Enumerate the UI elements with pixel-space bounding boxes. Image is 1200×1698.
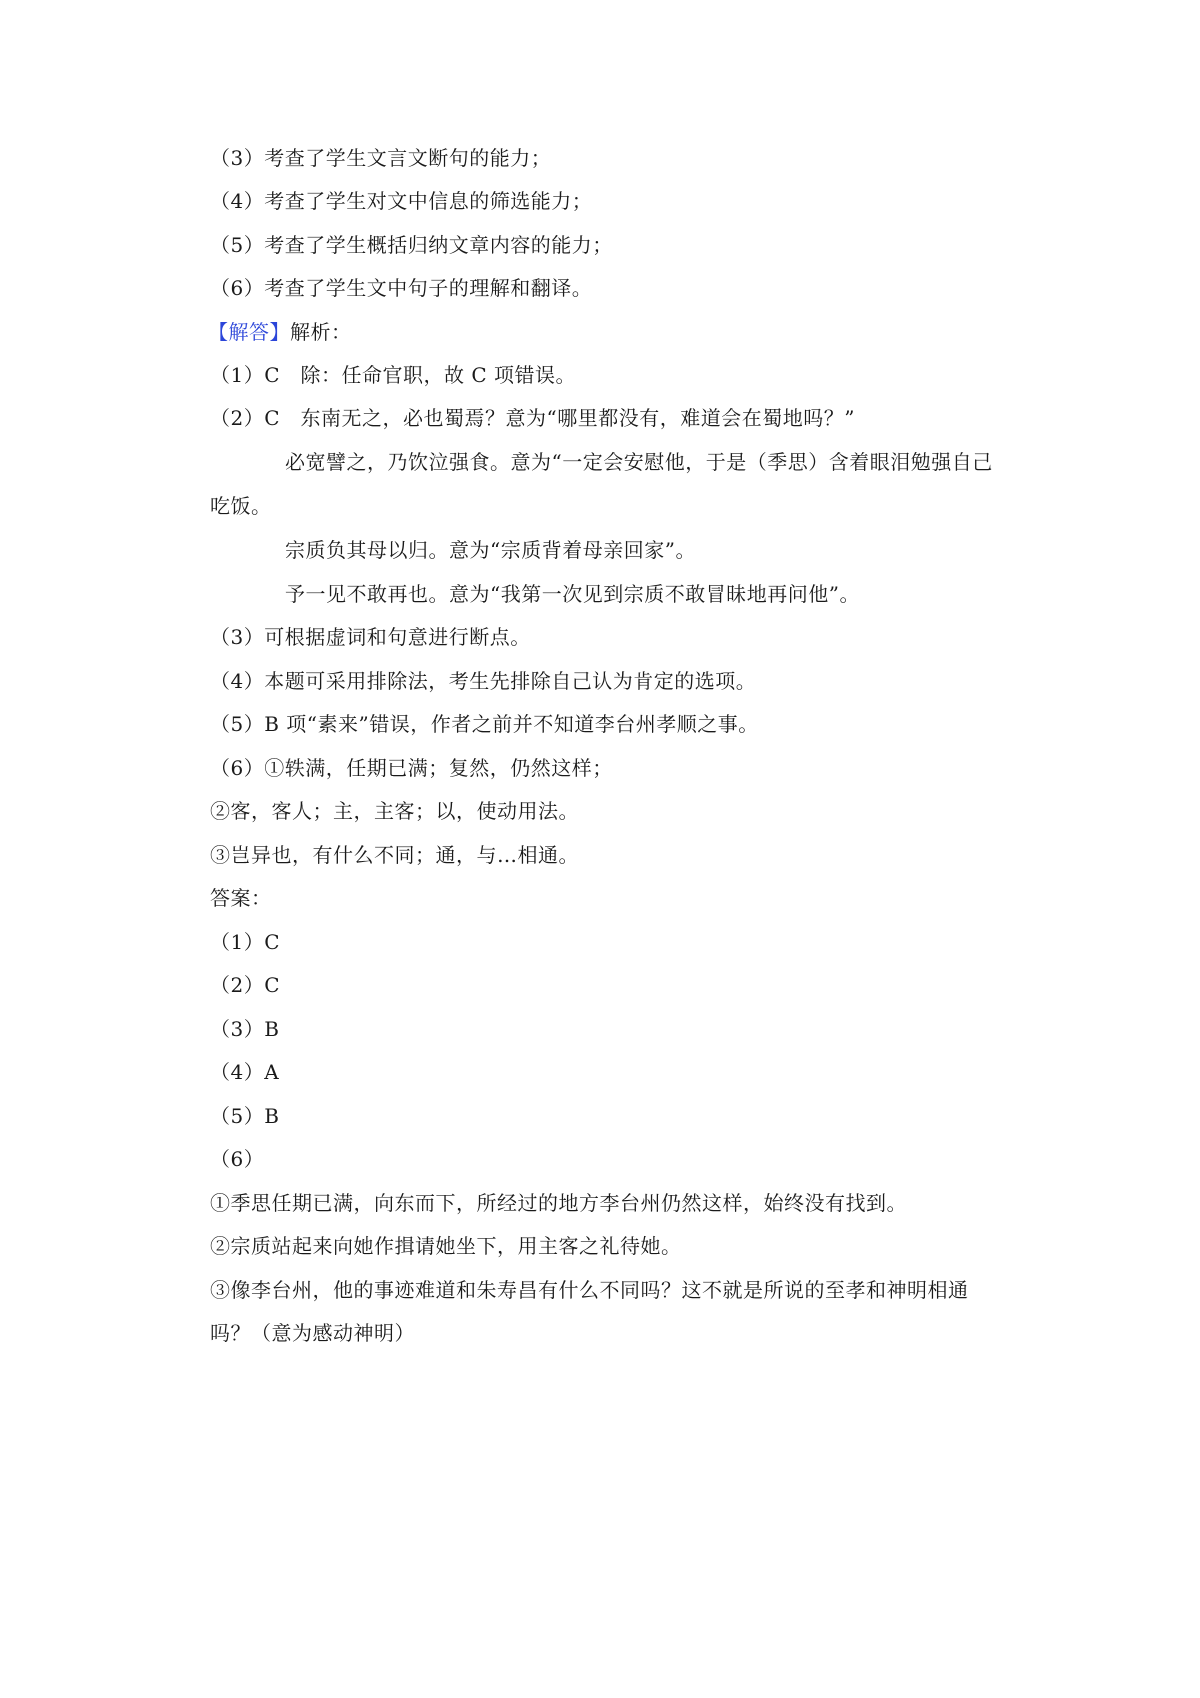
answer-1: （1）C bbox=[210, 930, 281, 954]
translation-3: ③像李台州，他的事迹难道和朱寿昌有什么不同吗？这不就是所说的至孝和神明相通 bbox=[210, 1278, 969, 1302]
translation-3-cont: 吗？（意为感动神明） bbox=[210, 1321, 415, 1345]
translation-2: ②宗质站起来向她作揖请她坐下，用主客之礼待她。 bbox=[210, 1234, 682, 1258]
analysis-point-4: （4）考查了学生对文中信息的筛选能力； bbox=[210, 189, 593, 213]
solution-line-2-detail-2: 宗质负其母以归。意为“宗质背着母亲回家”。 bbox=[285, 538, 696, 562]
solution-line-5: （5）B 项“素来”错误，作者之前并不知道李台州孝顺之事。 bbox=[210, 712, 759, 736]
analysis-point-3: （3）考查了学生文言文断句的能力； bbox=[210, 146, 552, 170]
solution-tag: 【解答】 bbox=[208, 320, 290, 344]
translation-1: ①季思任期已满，向东而下，所经过的地方李台州仍然这样，始终没有找到。 bbox=[210, 1191, 907, 1215]
solution-line-2-detail-1-cont: 吃饭。 bbox=[210, 494, 272, 518]
analysis-point-6: （6）考查了学生文中句子的理解和翻译。 bbox=[210, 276, 593, 300]
analysis-point-5: （5）考查了学生概括归纳文章内容的能力； bbox=[210, 233, 613, 257]
answer-4: （4）A bbox=[210, 1060, 280, 1084]
solution-line-6-part-3: ③岂异也，有什么不同；通，与…相通。 bbox=[210, 843, 579, 867]
solution-line-2-detail-3: 予一见不敢再也。意为“我第一次见到宗质不敢冒昧地再问他”。 bbox=[285, 582, 860, 606]
answer-5: （5）B bbox=[210, 1104, 280, 1128]
solution-line-4: （4）本题可采用排除法，考生先排除自己认为肯定的选项。 bbox=[210, 669, 757, 693]
answer-heading: 答案： bbox=[210, 886, 272, 910]
solution-line-1: （1）C 除：任命官职，故 C 项错误。 bbox=[210, 363, 577, 387]
solution-line-2: （2）C 东南无之，必也蜀焉？意为“哪里都没有，难道会在蜀地吗？” bbox=[210, 406, 855, 430]
solution-label: 解析： bbox=[290, 320, 352, 344]
answer-3: （3）B bbox=[210, 1017, 280, 1041]
solution-heading bbox=[208, 320, 352, 344]
answer-6: （6） bbox=[210, 1147, 265, 1171]
solution-line-3: （3）可根据虚词和句意进行断点。 bbox=[210, 625, 531, 649]
solution-line-2-detail-1: 必宽譬之，乃饮泣强食。意为“一定会安慰他，于是（季思）含着眼泪勉强自己 bbox=[285, 450, 993, 474]
answer-2: （2）C bbox=[210, 973, 281, 997]
solution-line-6-part-2: ②客，客人；主，主客；以，使动用法。 bbox=[210, 799, 579, 823]
solution-line-6: （6）①轶满，任期已满；复然，仍然这样； bbox=[210, 756, 613, 780]
